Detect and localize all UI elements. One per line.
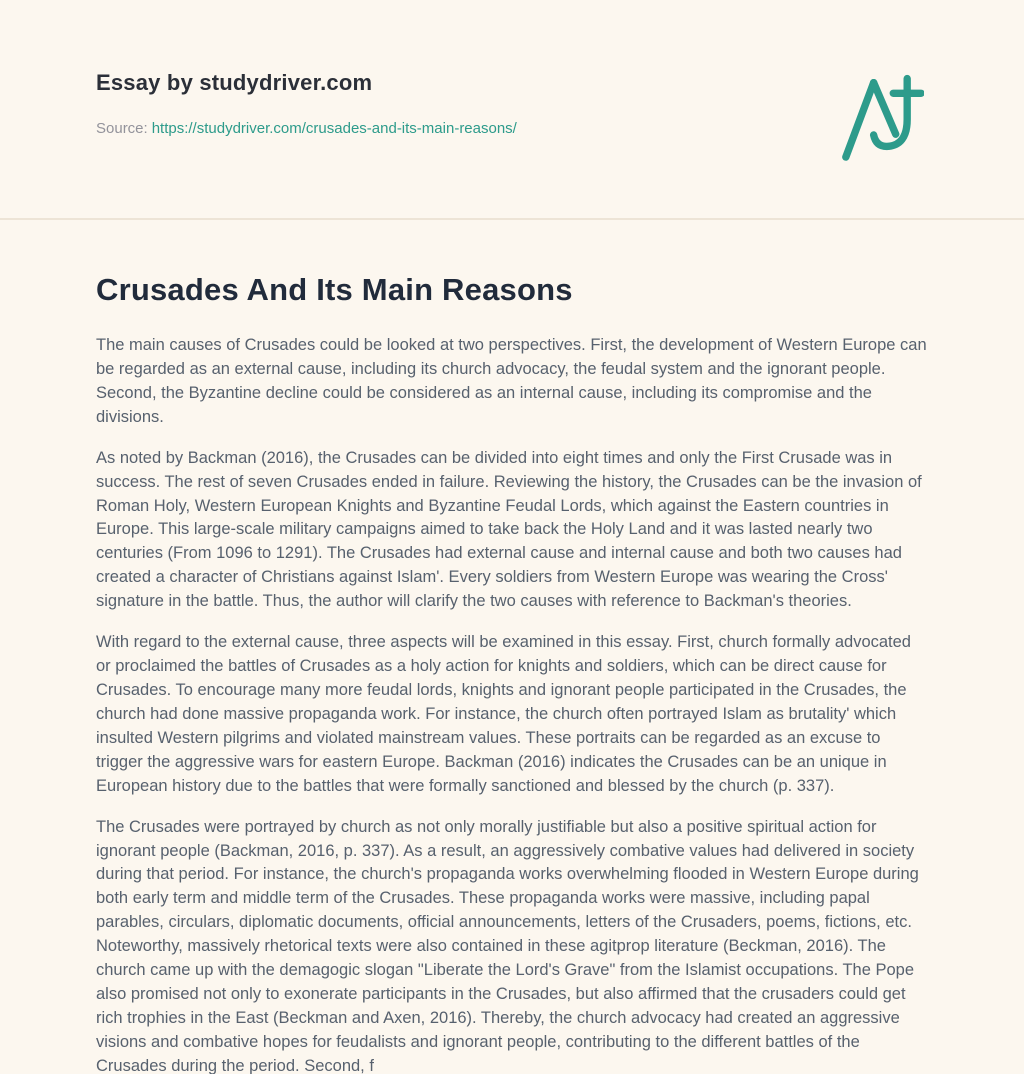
essay-paragraph-4: The Crusades were portrayed by church as not only morally justifiable but also a positive spiritual action for ignorant people (Backman, 2016, p. 337). As a result, an aggressively combative values had delivered in society during that period. For instance, the church's propaganda works overwhelming flooded in Western Europe during both early term and middle term of the Crusades. These propaganda works were massive, including papal parables, circulars, diplomatic documents, official announcements, letters of the Crusaders, poems, fictions, etc. Noteworthy, massively rhetorical texts were also contained in these agitprop literature (Beckman, 2016). The church came up with the demagogic slogan "Liberate the Lord's Grave" from the Islamist occupations. The Pope also promised not only to exonerate participants in the Crusades, but also affirmed that the crusaders could get rich trophies in the East (Beckman and Axen, 2016). Thereby, the church advocacy had created an aggressive visions and combative hopes for feudalists and ignorant people, contributing to the different battles of the Crusades during the period. Second, f <box>96 817 919 1074</box>
source-url-link[interactable]: https://studydriver.com/crusades-and-its-main-reasons/ <box>151 120 517 137</box>
source-label: Source: <box>96 120 148 137</box>
essay-content <box>0 272 1024 1074</box>
essay-paragraph-3: With regard to the external cause, three aspects will be examined in this essay. First, church formally advocated or proclaimed the battles of Crusades as a holy action for knights and soldiers, which can be direct cause for Crusades. To encourage many more feudal lords, knights and ignorant people participated in the Crusades, the church had done massive propaganda work. For instance, the church often portrayed Islam as brutality' which insulted Western pilgrims and violated mainstream values. These portraits can be regarded as an excuse to trigger the aggressive wars for eastern Europe. Backman (2016) indicates the Crusades can be an unique in European history due to the battles that were formally sanctioned and blessed by the church (p. 337). <box>96 633 911 795</box>
document-header <box>0 0 1024 162</box>
header-divider <box>0 218 1024 220</box>
byline: Essay by studydriver.com <box>96 70 373 95</box>
essay-paragraph-1: The main causes of Crusades could be looked at two perspectives. First, the development of Western Europe can be regarded as an external cause, including its church advocacy, the feudal system and the ignorant people. Second, the Byzantine decline could be considered as an internal cause, including its compromise and the divisions. <box>96 336 927 426</box>
essay-title: Crusades And Its Main Reasons <box>96 272 573 307</box>
essay-paragraph-2: As noted by Backman (2016), the Crusades can be divided into eight times and only the First Crusade was in success. The rest of seven Crusades ended in failure. Reviewing the history, the Crusades can be the invasion of Roman Holy, Western European Knights and Byzantine Feudal Lords, which against the Eastern countries in Europe. This large-scale military campaigns aimed to take back the Holy Land and it was lasted nearly two centuries (From 1096 to 1291). The Crusades had external cause and internal cause and both two causes had created a character of Christians against Islam'. Every soldiers from Western Europe was wearing the Cross' signature in the battle. Thus, the author will clarify the two causes with reference to Backman's theories. <box>96 448 922 611</box>
studydriver-logo-icon <box>838 72 924 162</box>
source-line <box>96 120 517 137</box>
